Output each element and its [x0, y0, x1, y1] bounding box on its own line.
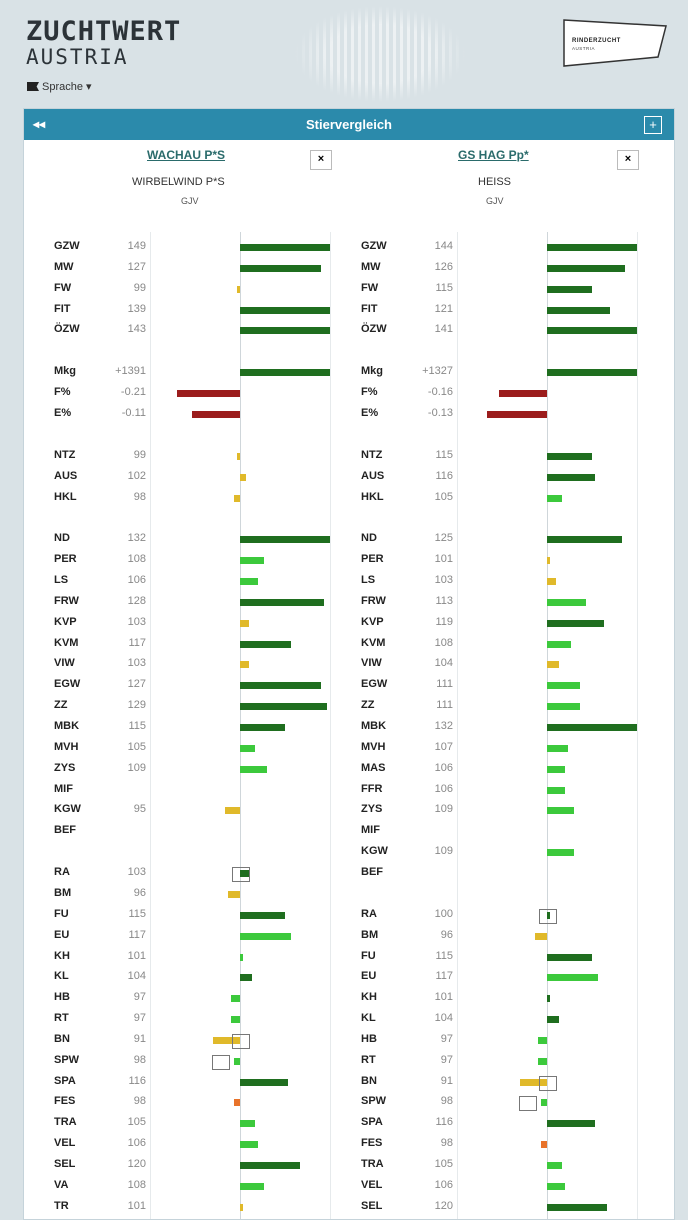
reference-range-box	[519, 1096, 537, 1111]
trait-bar	[237, 453, 240, 460]
trait-bar	[547, 682, 580, 689]
trait-bar	[240, 766, 267, 773]
trait-label: VIW	[361, 657, 382, 670]
trait-value: 109	[434, 845, 453, 858]
trait-bar	[234, 495, 240, 502]
trait-value: -0.16	[427, 386, 453, 399]
bull-name-link[interactable]: WACHAU P*S	[147, 148, 226, 162]
trait-label: AUS	[361, 469, 385, 482]
trait-value: +1391	[115, 365, 146, 378]
trait-bar	[225, 807, 240, 814]
bull-name-link[interactable]: GS HAG Pp*	[458, 148, 529, 162]
trait-value: 141	[434, 323, 453, 336]
trait-value: 144	[434, 240, 453, 252]
trait-value: 101	[434, 991, 453, 1004]
trait-bar	[547, 536, 622, 543]
trait-label: KVM	[361, 636, 386, 649]
trait-label: RA	[361, 907, 377, 920]
trait-bar	[240, 641, 291, 648]
panel-title: Stiervergleich	[306, 117, 392, 132]
trait-label: KVM	[54, 636, 79, 649]
trait-value: 106	[434, 782, 453, 795]
trait-label: BN	[54, 1032, 70, 1045]
trait-value: 116	[128, 1074, 146, 1087]
reference-range-box	[539, 1076, 557, 1091]
reference-range-box	[539, 909, 557, 924]
trait-label: KGW	[361, 845, 388, 858]
trait-label: ND	[54, 532, 70, 545]
trait-label: LS	[361, 574, 376, 587]
trait-label: FFR	[361, 782, 383, 795]
trait-bar	[240, 682, 321, 689]
trait-value: 101	[127, 949, 146, 962]
trait-value: 128	[127, 594, 146, 607]
trait-value: 149	[127, 240, 146, 252]
remove-bull-button[interactable]: ×	[617, 150, 639, 170]
trait-bar	[547, 807, 574, 814]
trait-value: 97	[133, 1012, 146, 1025]
trait-label: MW	[54, 260, 74, 273]
trait-bar	[231, 995, 240, 1002]
trait-bar	[547, 641, 571, 648]
trait-label: ÖZW	[361, 323, 387, 336]
panel-titlebar	[24, 109, 674, 140]
brand-subtitle: AUSTRIA	[26, 45, 129, 69]
trait-value: 117	[128, 928, 146, 941]
trait-label: LS	[54, 574, 69, 587]
trait-bar	[240, 954, 243, 961]
trait-label: KVP	[54, 615, 77, 628]
trait-label: HB	[54, 991, 70, 1004]
trait-bar	[547, 1183, 565, 1190]
trait-label: MAS	[361, 761, 386, 774]
trait-label: EGW	[54, 678, 81, 691]
trait-label: FU	[54, 907, 69, 920]
trait-label: MVH	[361, 740, 386, 753]
trait-value: 99	[133, 281, 146, 294]
trait-bar	[240, 1183, 264, 1190]
trait-value: 105	[127, 1116, 146, 1129]
trait-value: 101	[434, 553, 453, 566]
trait-bar	[538, 1037, 547, 1044]
trait-bar	[535, 933, 547, 940]
trait-bar	[240, 703, 327, 710]
trait-label: MVH	[54, 740, 79, 753]
trait-label: SPA	[361, 1116, 383, 1129]
trait-label: FES	[54, 1095, 76, 1108]
trait-label: FES	[361, 1137, 383, 1150]
trait-value: 103	[127, 866, 146, 879]
trait-bar	[177, 390, 240, 397]
trait-bar	[547, 286, 592, 293]
trait-value: 98	[440, 1095, 453, 1108]
trait-bar	[240, 661, 249, 668]
trait-value: 97	[440, 1032, 453, 1045]
trait-value: 115	[128, 907, 146, 920]
trait-value: 126	[434, 260, 453, 273]
trait-label: MBK	[54, 720, 80, 732]
trait-value: 98	[133, 1053, 146, 1066]
trait-bar	[547, 1016, 559, 1023]
trait-bar	[240, 1120, 255, 1127]
trait-value: 120	[434, 1199, 453, 1212]
language-selector[interactable]	[27, 80, 92, 93]
trait-bar	[231, 1016, 240, 1023]
trait-value: 105	[434, 490, 453, 503]
trait-label: MIF	[54, 782, 73, 795]
trait-value: 97	[133, 991, 146, 1004]
trait-bar	[538, 1058, 547, 1065]
trait-label: BEF	[54, 824, 76, 837]
trait-label: TRA	[54, 1116, 77, 1129]
trait-value: 104	[127, 970, 146, 983]
trait-bar	[499, 390, 547, 397]
trait-bar	[240, 244, 330, 251]
trait-bar	[547, 327, 637, 334]
add-bull-button[interactable]: +	[644, 116, 662, 134]
trait-label: BN	[361, 1074, 377, 1087]
trait-bar	[541, 1141, 547, 1148]
trait-value: 115	[435, 448, 453, 461]
trait-value: 99	[133, 448, 146, 461]
trait-label: HKL	[54, 490, 77, 503]
trait-value: 102	[127, 469, 146, 482]
trait-label: FIT	[361, 302, 378, 315]
scale-line	[637, 232, 638, 1220]
trait-value: 109	[127, 761, 146, 774]
trait-bar	[541, 1099, 547, 1106]
trait-label: PER	[54, 553, 77, 566]
trait-label: SPA	[54, 1074, 76, 1087]
trait-label: E%	[361, 406, 379, 419]
trait-value: 129	[127, 699, 146, 712]
trait-label: SPW	[361, 1095, 387, 1108]
trait-label: NTZ	[54, 448, 76, 461]
trait-label: GZW	[54, 240, 80, 252]
trait-value: 127	[127, 678, 146, 691]
trait-label: Mkg	[361, 365, 383, 378]
trait-value: 98	[133, 1095, 146, 1108]
trait-label: HKL	[361, 490, 384, 503]
trait-value: 111	[436, 678, 453, 691]
trait-label: ÖZW	[54, 323, 80, 336]
trait-label: EU	[54, 928, 70, 941]
trait-value: 117	[128, 636, 146, 649]
trait-bar	[240, 536, 330, 543]
trait-label: FIT	[54, 302, 71, 315]
trait-bar	[547, 307, 610, 314]
trait-bar	[234, 1099, 240, 1106]
trait-value: 106	[127, 574, 146, 587]
trait-bar	[240, 974, 252, 981]
trait-bar	[240, 578, 258, 585]
trait-label: BEF	[361, 865, 383, 878]
trait-value: 103	[127, 615, 146, 628]
trait-bar	[547, 1204, 607, 1211]
trait-value: 96	[133, 886, 146, 899]
trait-label: BM	[361, 928, 379, 941]
rinderzucht-logo	[560, 17, 670, 69]
trait-bar	[547, 620, 604, 627]
trait-bar	[547, 578, 556, 585]
trait-label: E%	[54, 406, 72, 419]
trait-value: 117	[435, 970, 453, 983]
trait-label: AUS	[54, 469, 78, 482]
trait-label: MIF	[361, 824, 380, 837]
trait-value: 115	[128, 720, 146, 732]
trait-value: 111	[436, 699, 453, 712]
collapse-button[interactable]: ◂◂	[33, 117, 46, 131]
trait-value: 116	[435, 1116, 453, 1129]
trait-label: TRA	[361, 1158, 384, 1170]
trait-label: HB	[361, 1032, 377, 1045]
trait-value: 108	[434, 636, 453, 649]
trait-value: +1327	[422, 365, 453, 378]
trait-label: RA	[54, 866, 70, 879]
trait-label: ZZ	[361, 699, 375, 712]
trait-value: 96	[440, 928, 453, 941]
remove-bull-button[interactable]: ×	[310, 150, 332, 170]
trait-value: 91	[440, 1074, 453, 1087]
trait-value: 98	[440, 1137, 453, 1150]
trait-value: 104	[434, 1012, 453, 1025]
trait-label: EGW	[361, 678, 388, 691]
trait-value: 132	[434, 720, 453, 732]
trait-value: 106	[434, 1178, 453, 1191]
trait-value: 109	[434, 803, 453, 816]
reference-range-box	[212, 1055, 230, 1070]
trait-value: 113	[435, 594, 453, 607]
trait-label: RT	[54, 1012, 69, 1025]
trait-bar	[240, 1162, 300, 1169]
reference-range-box	[232, 867, 250, 882]
trait-value: -0.13	[427, 406, 453, 419]
logo-subtext: AUSTRIA	[572, 46, 596, 51]
trait-value: 143	[127, 323, 146, 336]
trait-bar	[547, 557, 550, 564]
trait-bar	[547, 724, 637, 731]
trait-value: 101	[127, 1199, 146, 1212]
trait-label: F%	[54, 386, 71, 399]
trait-bar	[240, 724, 285, 731]
logo-text: RINDERZUCHT	[572, 38, 621, 44]
trait-bar	[240, 933, 291, 940]
trait-label: EU	[361, 970, 377, 983]
trait-label: Mkg	[54, 365, 76, 378]
trait-bar	[547, 849, 574, 856]
trait-bar	[240, 620, 249, 627]
comparison-panel	[23, 108, 675, 1220]
trait-label: F%	[361, 386, 378, 399]
trait-bar	[240, 265, 321, 272]
trait-bar	[547, 474, 595, 481]
bull-sire: HEISS	[478, 176, 512, 188]
trait-label: RT	[361, 1053, 376, 1066]
trait-bar	[237, 286, 240, 293]
trait-label: ZYS	[361, 803, 383, 816]
trait-value: 132	[127, 532, 146, 545]
trait-bar	[547, 265, 625, 272]
bull-organisation: GJV	[181, 196, 199, 206]
trait-bar	[547, 599, 586, 606]
trait-value: 91	[133, 1032, 146, 1045]
trait-value: 115	[435, 281, 453, 294]
trait-bar	[547, 369, 637, 376]
trait-label: ZYS	[54, 761, 76, 774]
trait-value: 95	[133, 803, 146, 816]
trait-bar	[547, 745, 568, 752]
trait-bar	[547, 766, 565, 773]
trait-label: BM	[54, 886, 72, 899]
trait-bar	[547, 661, 559, 668]
trait-label: FRW	[54, 594, 79, 607]
trait-bar	[547, 1162, 562, 1169]
trait-label: FW	[361, 281, 379, 294]
trait-bar	[547, 974, 598, 981]
scale-line	[457, 232, 458, 1220]
trait-value: 119	[435, 615, 453, 628]
trait-value: 115	[435, 949, 453, 962]
trait-value: -0.21	[120, 386, 146, 399]
trait-bar	[240, 557, 264, 564]
trait-label: KL	[361, 1012, 376, 1025]
trait-value: 116	[435, 469, 453, 482]
trait-label: ZZ	[54, 699, 68, 712]
trait-label: NTZ	[361, 448, 383, 461]
bull-organisation: GJV	[486, 196, 504, 206]
trait-bar	[547, 703, 580, 710]
trait-label: KGW	[54, 803, 81, 816]
trait-value: 127	[127, 260, 146, 273]
trait-label: VA	[54, 1178, 69, 1191]
trait-label: GZW	[361, 240, 387, 252]
language-label: Sprache	[42, 80, 83, 93]
trait-bar	[547, 1120, 595, 1127]
trait-bar	[547, 995, 550, 1002]
trait-bar	[240, 1204, 243, 1211]
trait-bar	[487, 411, 547, 418]
scale-line	[150, 232, 151, 1220]
trait-label: FRW	[361, 594, 386, 607]
trait-value: 100	[434, 907, 453, 920]
trait-value: 120	[127, 1158, 146, 1170]
trait-label: SEL	[54, 1158, 76, 1170]
trait-bar	[240, 327, 330, 334]
trait-value: 106	[127, 1137, 146, 1150]
trait-bar	[240, 912, 285, 919]
trait-label: FU	[361, 949, 376, 962]
header-background-graphic	[295, 6, 465, 102]
trait-value: 121	[434, 302, 453, 315]
flag-icon	[27, 82, 39, 91]
trait-bar	[234, 1058, 240, 1065]
trait-label: KH	[54, 949, 70, 962]
trait-value: 103	[127, 657, 146, 670]
scale-line	[330, 232, 331, 1220]
trait-value: 107	[434, 740, 453, 753]
trait-value: 105	[434, 1158, 453, 1170]
caret-down-icon: ▾	[85, 81, 92, 93]
trait-label: FW	[54, 281, 72, 294]
trait-value: 108	[127, 553, 146, 566]
trait-bar	[240, 745, 255, 752]
trait-bar	[547, 787, 565, 794]
trait-bar	[547, 954, 592, 961]
trait-label: MBK	[361, 720, 387, 732]
trait-label: ND	[361, 532, 377, 545]
trait-label: KVP	[361, 615, 384, 628]
trait-bar	[240, 1141, 258, 1148]
reference-range-box	[232, 1034, 250, 1049]
trait-bar	[547, 495, 562, 502]
trait-bar	[192, 411, 240, 418]
trait-label: TR	[54, 1199, 69, 1212]
trait-bar	[240, 307, 330, 314]
trait-label: VEL	[361, 1178, 383, 1191]
trait-value: 108	[127, 1178, 146, 1191]
trait-label: SEL	[361, 1199, 383, 1212]
trait-value: 139	[127, 302, 146, 315]
trait-value: 105	[127, 740, 146, 753]
trait-value: 103	[434, 574, 453, 587]
trait-value: -0.11	[121, 406, 146, 419]
trait-label: VIW	[54, 657, 75, 670]
trait-value: 104	[434, 657, 453, 670]
trait-bar	[240, 1079, 288, 1086]
trait-label: MW	[361, 260, 381, 273]
trait-label: PER	[361, 553, 384, 566]
trait-bar	[240, 369, 330, 376]
trait-value: 125	[434, 532, 453, 545]
trait-value: 97	[440, 1053, 453, 1066]
trait-bar	[240, 474, 246, 481]
trait-label: SPW	[54, 1053, 80, 1066]
trait-value: 106	[434, 761, 453, 774]
trait-bar	[240, 599, 324, 606]
trait-label: KH	[361, 991, 377, 1004]
trait-bar	[228, 891, 240, 898]
trait-bar	[547, 244, 637, 251]
app-header	[0, 0, 688, 104]
trait-label: KL	[54, 970, 69, 983]
trait-bar	[547, 453, 592, 460]
trait-value: 98	[133, 490, 146, 503]
bull-sire: WIRBELWIND P*S	[132, 176, 225, 188]
brand-title: ZUCHTWERT	[26, 16, 182, 47]
trait-label: VEL	[54, 1137, 76, 1150]
